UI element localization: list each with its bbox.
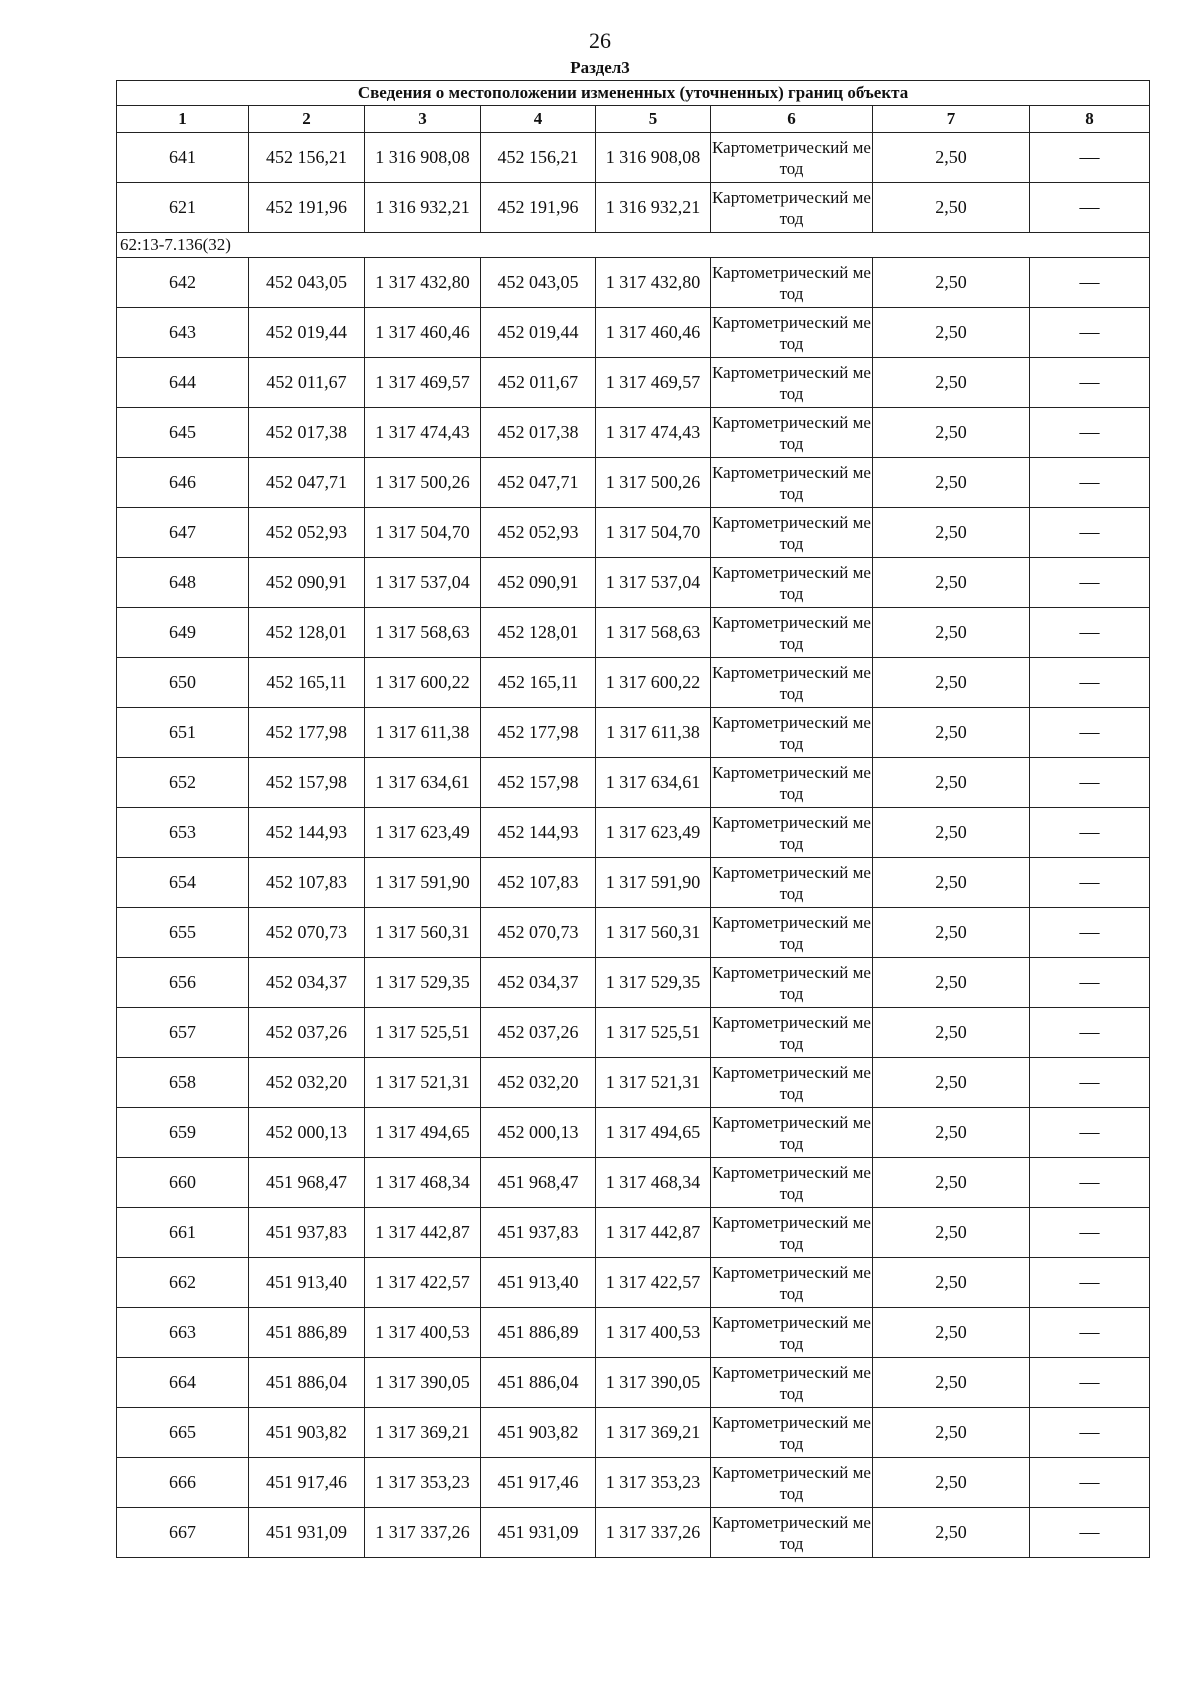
x-old-cell: 452 156,21 <box>249 133 365 183</box>
y-new-cell: 1 317 460,46 <box>596 308 711 358</box>
point-number-cell: 662 <box>117 1258 249 1308</box>
accuracy-cell: 2,50 <box>873 1408 1030 1458</box>
point-number-cell: 647 <box>117 508 249 558</box>
accuracy-cell: 2,50 <box>873 458 1030 508</box>
method-cell: Картометрический метод <box>711 858 873 908</box>
table-row <box>117 1108 1150 1158</box>
x-new-cell: 452 177,98 <box>481 708 596 758</box>
point-number-cell: 644 <box>117 358 249 408</box>
x-new-cell: 452 000,13 <box>481 1108 596 1158</box>
point-number-cell: 642 <box>117 258 249 308</box>
point-number-cell: 646 <box>117 458 249 508</box>
method-cell: Картометрический метод <box>711 1058 873 1108</box>
x-old-cell: 452 043,05 <box>249 258 365 308</box>
y-new-cell: 1 317 634,61 <box>596 758 711 808</box>
method-cell: Картометрический метод <box>711 458 873 508</box>
y-new-cell: 1 317 469,57 <box>596 358 711 408</box>
description-cell: — <box>1030 1358 1150 1408</box>
description-cell: — <box>1030 1208 1150 1258</box>
x-new-cell: 452 047,71 <box>481 458 596 508</box>
description-cell: — <box>1030 183 1150 233</box>
method-cell: Картометрический метод <box>711 408 873 458</box>
x-new-cell: 452 165,11 <box>481 658 596 708</box>
x-old-cell: 452 047,71 <box>249 458 365 508</box>
y-new-cell: 1 317 537,04 <box>596 558 711 608</box>
description-cell: — <box>1030 133 1150 183</box>
description-cell: — <box>1030 1308 1150 1358</box>
accuracy-cell: 2,50 <box>873 408 1030 458</box>
point-number-cell: 658 <box>117 1058 249 1108</box>
x-old-cell: 452 032,20 <box>249 1058 365 1108</box>
table-row <box>117 133 1150 183</box>
method-cell: Картометрический метод <box>711 183 873 233</box>
y-old-cell: 1 317 525,51 <box>365 1008 481 1058</box>
description-cell: — <box>1030 508 1150 558</box>
x-new-cell: 452 191,96 <box>481 183 596 233</box>
y-old-cell: 1 317 390,05 <box>365 1358 481 1408</box>
x-new-cell: 451 913,40 <box>481 1258 596 1308</box>
y-new-cell: 1 317 390,05 <box>596 1358 711 1408</box>
table-row <box>117 558 1150 608</box>
y-new-cell: 1 317 529,35 <box>596 958 711 1008</box>
accuracy-cell: 2,50 <box>873 708 1030 758</box>
method-cell: Картометрический метод <box>711 358 873 408</box>
description-cell: — <box>1030 1058 1150 1108</box>
column-header: 3 <box>365 106 481 133</box>
description-cell: — <box>1030 1008 1150 1058</box>
y-old-cell: 1 317 400,53 <box>365 1308 481 1358</box>
point-number-cell: 650 <box>117 658 249 708</box>
coordinates-table <box>116 80 1150 1558</box>
accuracy-cell: 2,50 <box>873 133 1030 183</box>
point-number-cell: 660 <box>117 1158 249 1208</box>
description-cell: — <box>1030 558 1150 608</box>
accuracy-cell: 2,50 <box>873 1158 1030 1208</box>
description-cell: — <box>1030 1108 1150 1158</box>
accuracy-cell: 2,50 <box>873 908 1030 958</box>
description-cell: — <box>1030 458 1150 508</box>
y-new-cell: 1 317 591,90 <box>596 858 711 908</box>
table-row <box>117 708 1150 758</box>
table-row <box>117 1358 1150 1408</box>
accuracy-cell: 2,50 <box>873 308 1030 358</box>
description-cell: — <box>1030 308 1150 358</box>
point-number-cell: 665 <box>117 1408 249 1458</box>
x-old-cell: 452 177,98 <box>249 708 365 758</box>
table-row <box>117 1008 1150 1058</box>
description-cell: — <box>1030 408 1150 458</box>
y-old-cell: 1 317 591,90 <box>365 858 481 908</box>
accuracy-cell: 2,50 <box>873 1058 1030 1108</box>
y-old-cell: 1 316 932,21 <box>365 183 481 233</box>
point-number-cell: 653 <box>117 808 249 858</box>
accuracy-cell: 2,50 <box>873 1208 1030 1258</box>
point-number-cell: 649 <box>117 608 249 658</box>
x-old-cell: 451 903,82 <box>249 1408 365 1458</box>
y-old-cell: 1 317 521,31 <box>365 1058 481 1108</box>
x-old-cell: 452 000,13 <box>249 1108 365 1158</box>
table-row <box>117 408 1150 458</box>
y-new-cell: 1 317 474,43 <box>596 408 711 458</box>
y-old-cell: 1 317 469,57 <box>365 358 481 408</box>
y-old-cell: 1 317 568,63 <box>365 608 481 658</box>
column-header: 6 <box>711 106 873 133</box>
table-row <box>117 758 1150 808</box>
y-old-cell: 1 317 442,87 <box>365 1208 481 1258</box>
x-new-cell: 452 144,93 <box>481 808 596 858</box>
accuracy-cell: 2,50 <box>873 1008 1030 1058</box>
x-new-cell: 451 886,89 <box>481 1308 596 1358</box>
accuracy-cell: 2,50 <box>873 1308 1030 1358</box>
x-new-cell: 452 070,73 <box>481 908 596 958</box>
description-cell: — <box>1030 708 1150 758</box>
y-new-cell: 1 317 525,51 <box>596 1008 711 1058</box>
table-row <box>117 508 1150 558</box>
method-cell: Картометрический метод <box>711 958 873 1008</box>
accuracy-cell: 2,50 <box>873 358 1030 408</box>
y-old-cell: 1 317 474,43 <box>365 408 481 458</box>
table-row <box>117 908 1150 958</box>
point-number-cell: 664 <box>117 1358 249 1408</box>
method-cell: Картометрический метод <box>711 133 873 183</box>
accuracy-cell: 2,50 <box>873 758 1030 808</box>
table-row <box>117 858 1150 908</box>
table-caption: Сведения о местоположении измененных (уточненных) границ объекта <box>117 81 1150 106</box>
method-cell: Картометрический метод <box>711 308 873 358</box>
point-number-cell: 621 <box>117 183 249 233</box>
method-cell: Картометрический метод <box>711 608 873 658</box>
column-header: 7 <box>873 106 1030 133</box>
method-cell: Картометрический метод <box>711 758 873 808</box>
method-cell: Картометрический метод <box>711 1458 873 1508</box>
point-number-cell: 645 <box>117 408 249 458</box>
description-cell: — <box>1030 258 1150 308</box>
y-old-cell: 1 317 369,21 <box>365 1408 481 1458</box>
table-row <box>117 1258 1150 1308</box>
group-label: 62:13-7.136(32) <box>117 233 1150 258</box>
y-new-cell: 1 317 600,22 <box>596 658 711 708</box>
x-old-cell: 452 157,98 <box>249 758 365 808</box>
table-row <box>117 1308 1150 1358</box>
x-new-cell: 452 019,44 <box>481 308 596 358</box>
y-new-cell: 1 317 494,65 <box>596 1108 711 1158</box>
description-cell: — <box>1030 808 1150 858</box>
y-new-cell: 1 317 521,31 <box>596 1058 711 1108</box>
column-header: 2 <box>249 106 365 133</box>
x-new-cell: 452 090,91 <box>481 558 596 608</box>
point-number-cell: 661 <box>117 1208 249 1258</box>
table-row <box>117 183 1150 233</box>
x-new-cell: 452 052,93 <box>481 508 596 558</box>
y-old-cell: 1 317 537,04 <box>365 558 481 608</box>
table-row <box>117 1058 1150 1108</box>
x-new-cell: 452 032,20 <box>481 1058 596 1108</box>
x-old-cell: 452 070,73 <box>249 908 365 958</box>
x-new-cell: 451 903,82 <box>481 1408 596 1458</box>
y-old-cell: 1 317 353,23 <box>365 1458 481 1508</box>
method-cell: Картометрический метод <box>711 258 873 308</box>
x-new-cell: 451 886,04 <box>481 1358 596 1408</box>
x-old-cell: 452 034,37 <box>249 958 365 1008</box>
y-new-cell: 1 317 568,63 <box>596 608 711 658</box>
section-title: Раздел3 <box>570 58 630 77</box>
x-old-cell: 452 019,44 <box>249 308 365 358</box>
x-new-cell: 452 034,37 <box>481 958 596 1008</box>
accuracy-cell: 2,50 <box>873 858 1030 908</box>
y-old-cell: 1 317 337,26 <box>365 1508 481 1558</box>
y-new-cell: 1 317 337,26 <box>596 1508 711 1558</box>
x-old-cell: 452 090,91 <box>249 558 365 608</box>
point-number-cell: 657 <box>117 1008 249 1058</box>
accuracy-cell: 2,50 <box>873 1508 1030 1558</box>
x-old-cell: 452 191,96 <box>249 183 365 233</box>
y-old-cell: 1 317 422,57 <box>365 1258 481 1308</box>
point-number-cell: 654 <box>117 858 249 908</box>
method-cell: Картометрический метод <box>711 1508 873 1558</box>
y-new-cell: 1 317 611,38 <box>596 708 711 758</box>
accuracy-cell: 2,50 <box>873 808 1030 858</box>
point-number-cell: 655 <box>117 908 249 958</box>
accuracy-cell: 2,50 <box>873 608 1030 658</box>
accuracy-cell: 2,50 <box>873 1108 1030 1158</box>
x-old-cell: 451 931,09 <box>249 1508 365 1558</box>
method-cell: Картометрический метод <box>711 1358 873 1408</box>
table-caption-row <box>117 81 1150 106</box>
x-old-cell: 451 886,89 <box>249 1308 365 1358</box>
method-cell: Картометрический метод <box>711 708 873 758</box>
x-new-cell: 451 931,09 <box>481 1508 596 1558</box>
column-header: 8 <box>1030 106 1150 133</box>
x-new-cell: 451 917,46 <box>481 1458 596 1508</box>
y-old-cell: 1 317 529,35 <box>365 958 481 1008</box>
point-number-cell: 666 <box>117 1458 249 1508</box>
column-header: 4 <box>481 106 596 133</box>
description-cell: — <box>1030 958 1150 1008</box>
point-number-cell: 656 <box>117 958 249 1008</box>
accuracy-cell: 2,50 <box>873 508 1030 558</box>
x-old-cell: 452 107,83 <box>249 858 365 908</box>
table-row <box>117 458 1150 508</box>
point-number-cell: 667 <box>117 1508 249 1558</box>
table-row <box>117 608 1150 658</box>
x-new-cell: 452 011,67 <box>481 358 596 408</box>
method-cell: Картометрический метод <box>711 558 873 608</box>
y-new-cell: 1 317 623,49 <box>596 808 711 858</box>
y-new-cell: 1 317 353,23 <box>596 1458 711 1508</box>
table-row <box>117 1508 1150 1558</box>
table-row <box>117 258 1150 308</box>
method-cell: Картометрический метод <box>711 1258 873 1308</box>
description-cell: — <box>1030 858 1150 908</box>
method-cell: Картометрический метод <box>711 658 873 708</box>
x-old-cell: 452 165,11 <box>249 658 365 708</box>
table-row <box>117 958 1150 1008</box>
y-old-cell: 1 317 504,70 <box>365 508 481 558</box>
method-cell: Картометрический метод <box>711 1158 873 1208</box>
x-old-cell: 452 037,26 <box>249 1008 365 1058</box>
description-cell: — <box>1030 658 1150 708</box>
point-number-cell: 643 <box>117 308 249 358</box>
point-number-cell: 659 <box>117 1108 249 1158</box>
y-old-cell: 1 317 432,80 <box>365 258 481 308</box>
description-cell: — <box>1030 608 1150 658</box>
x-new-cell: 452 128,01 <box>481 608 596 658</box>
accuracy-cell: 2,50 <box>873 1258 1030 1308</box>
x-old-cell: 452 144,93 <box>249 808 365 858</box>
accuracy-cell: 2,50 <box>873 658 1030 708</box>
x-old-cell: 451 937,83 <box>249 1208 365 1258</box>
accuracy-cell: 2,50 <box>873 1458 1030 1508</box>
y-old-cell: 1 316 908,08 <box>365 133 481 183</box>
description-cell: — <box>1030 358 1150 408</box>
table-row <box>117 358 1150 408</box>
column-header: 5 <box>596 106 711 133</box>
x-old-cell: 451 913,40 <box>249 1258 365 1308</box>
x-new-cell: 452 157,98 <box>481 758 596 808</box>
method-cell: Картометрический метод <box>711 808 873 858</box>
accuracy-cell: 2,50 <box>873 183 1030 233</box>
point-number-cell: 648 <box>117 558 249 608</box>
y-old-cell: 1 317 600,22 <box>365 658 481 708</box>
x-new-cell: 452 107,83 <box>481 858 596 908</box>
method-cell: Картометрический метод <box>711 1008 873 1058</box>
y-new-cell: 1 316 908,08 <box>596 133 711 183</box>
table-row <box>117 308 1150 358</box>
y-old-cell: 1 317 560,31 <box>365 908 481 958</box>
point-number-cell: 651 <box>117 708 249 758</box>
x-new-cell: 452 037,26 <box>481 1008 596 1058</box>
y-old-cell: 1 317 634,61 <box>365 758 481 808</box>
x-new-cell: 451 937,83 <box>481 1208 596 1258</box>
table-row <box>117 808 1150 858</box>
table-body <box>117 133 1150 1558</box>
x-old-cell: 451 968,47 <box>249 1158 365 1208</box>
table-header-row <box>117 106 1150 133</box>
description-cell: — <box>1030 908 1150 958</box>
x-old-cell: 452 011,67 <box>249 358 365 408</box>
y-new-cell: 1 317 500,26 <box>596 458 711 508</box>
y-new-cell: 1 317 369,21 <box>596 1408 711 1458</box>
x-old-cell: 451 917,46 <box>249 1458 365 1508</box>
accuracy-cell: 2,50 <box>873 558 1030 608</box>
y-old-cell: 1 317 494,65 <box>365 1108 481 1158</box>
y-new-cell: 1 317 400,53 <box>596 1308 711 1358</box>
description-cell: — <box>1030 1508 1150 1558</box>
description-cell: — <box>1030 1408 1150 1458</box>
group-row <box>117 233 1150 258</box>
method-cell: Картометрический метод <box>711 1408 873 1458</box>
x-old-cell: 452 128,01 <box>249 608 365 658</box>
point-number-cell: 663 <box>117 1308 249 1358</box>
y-old-cell: 1 317 468,34 <box>365 1158 481 1208</box>
table-row <box>117 1458 1150 1508</box>
x-new-cell: 452 043,05 <box>481 258 596 308</box>
y-new-cell: 1 317 504,70 <box>596 508 711 558</box>
description-cell: — <box>1030 758 1150 808</box>
y-new-cell: 1 317 468,34 <box>596 1158 711 1208</box>
y-new-cell: 1 317 442,87 <box>596 1208 711 1258</box>
method-cell: Картометрический метод <box>711 1108 873 1158</box>
column-header: 1 <box>117 106 249 133</box>
table-row <box>117 1408 1150 1458</box>
y-old-cell: 1 317 623,49 <box>365 808 481 858</box>
table-row <box>117 1208 1150 1258</box>
method-cell: Картометрический метод <box>711 1308 873 1358</box>
description-cell: — <box>1030 1158 1150 1208</box>
method-cell: Картометрический метод <box>711 908 873 958</box>
y-old-cell: 1 317 611,38 <box>365 708 481 758</box>
y-new-cell: 1 317 560,31 <box>596 908 711 958</box>
y-new-cell: 1 316 932,21 <box>596 183 711 233</box>
y-old-cell: 1 317 500,26 <box>365 458 481 508</box>
y-old-cell: 1 317 460,46 <box>365 308 481 358</box>
y-new-cell: 1 317 422,57 <box>596 1258 711 1308</box>
table-row <box>117 658 1150 708</box>
accuracy-cell: 2,50 <box>873 258 1030 308</box>
accuracy-cell: 2,50 <box>873 958 1030 1008</box>
x-old-cell: 451 886,04 <box>249 1358 365 1408</box>
x-new-cell: 452 156,21 <box>481 133 596 183</box>
table-row <box>117 1158 1150 1208</box>
x-old-cell: 452 052,93 <box>249 508 365 558</box>
description-cell: — <box>1030 1458 1150 1508</box>
x-new-cell: 451 968,47 <box>481 1158 596 1208</box>
method-cell: Картометрический метод <box>711 1208 873 1258</box>
point-number-cell: 652 <box>117 758 249 808</box>
accuracy-cell: 2,50 <box>873 1358 1030 1408</box>
description-cell: — <box>1030 1258 1150 1308</box>
y-new-cell: 1 317 432,80 <box>596 258 711 308</box>
point-number-cell: 641 <box>117 133 249 183</box>
x-old-cell: 452 017,38 <box>249 408 365 458</box>
page-number: 26 <box>589 28 611 53</box>
x-new-cell: 452 017,38 <box>481 408 596 458</box>
method-cell: Картометрический метод <box>711 508 873 558</box>
